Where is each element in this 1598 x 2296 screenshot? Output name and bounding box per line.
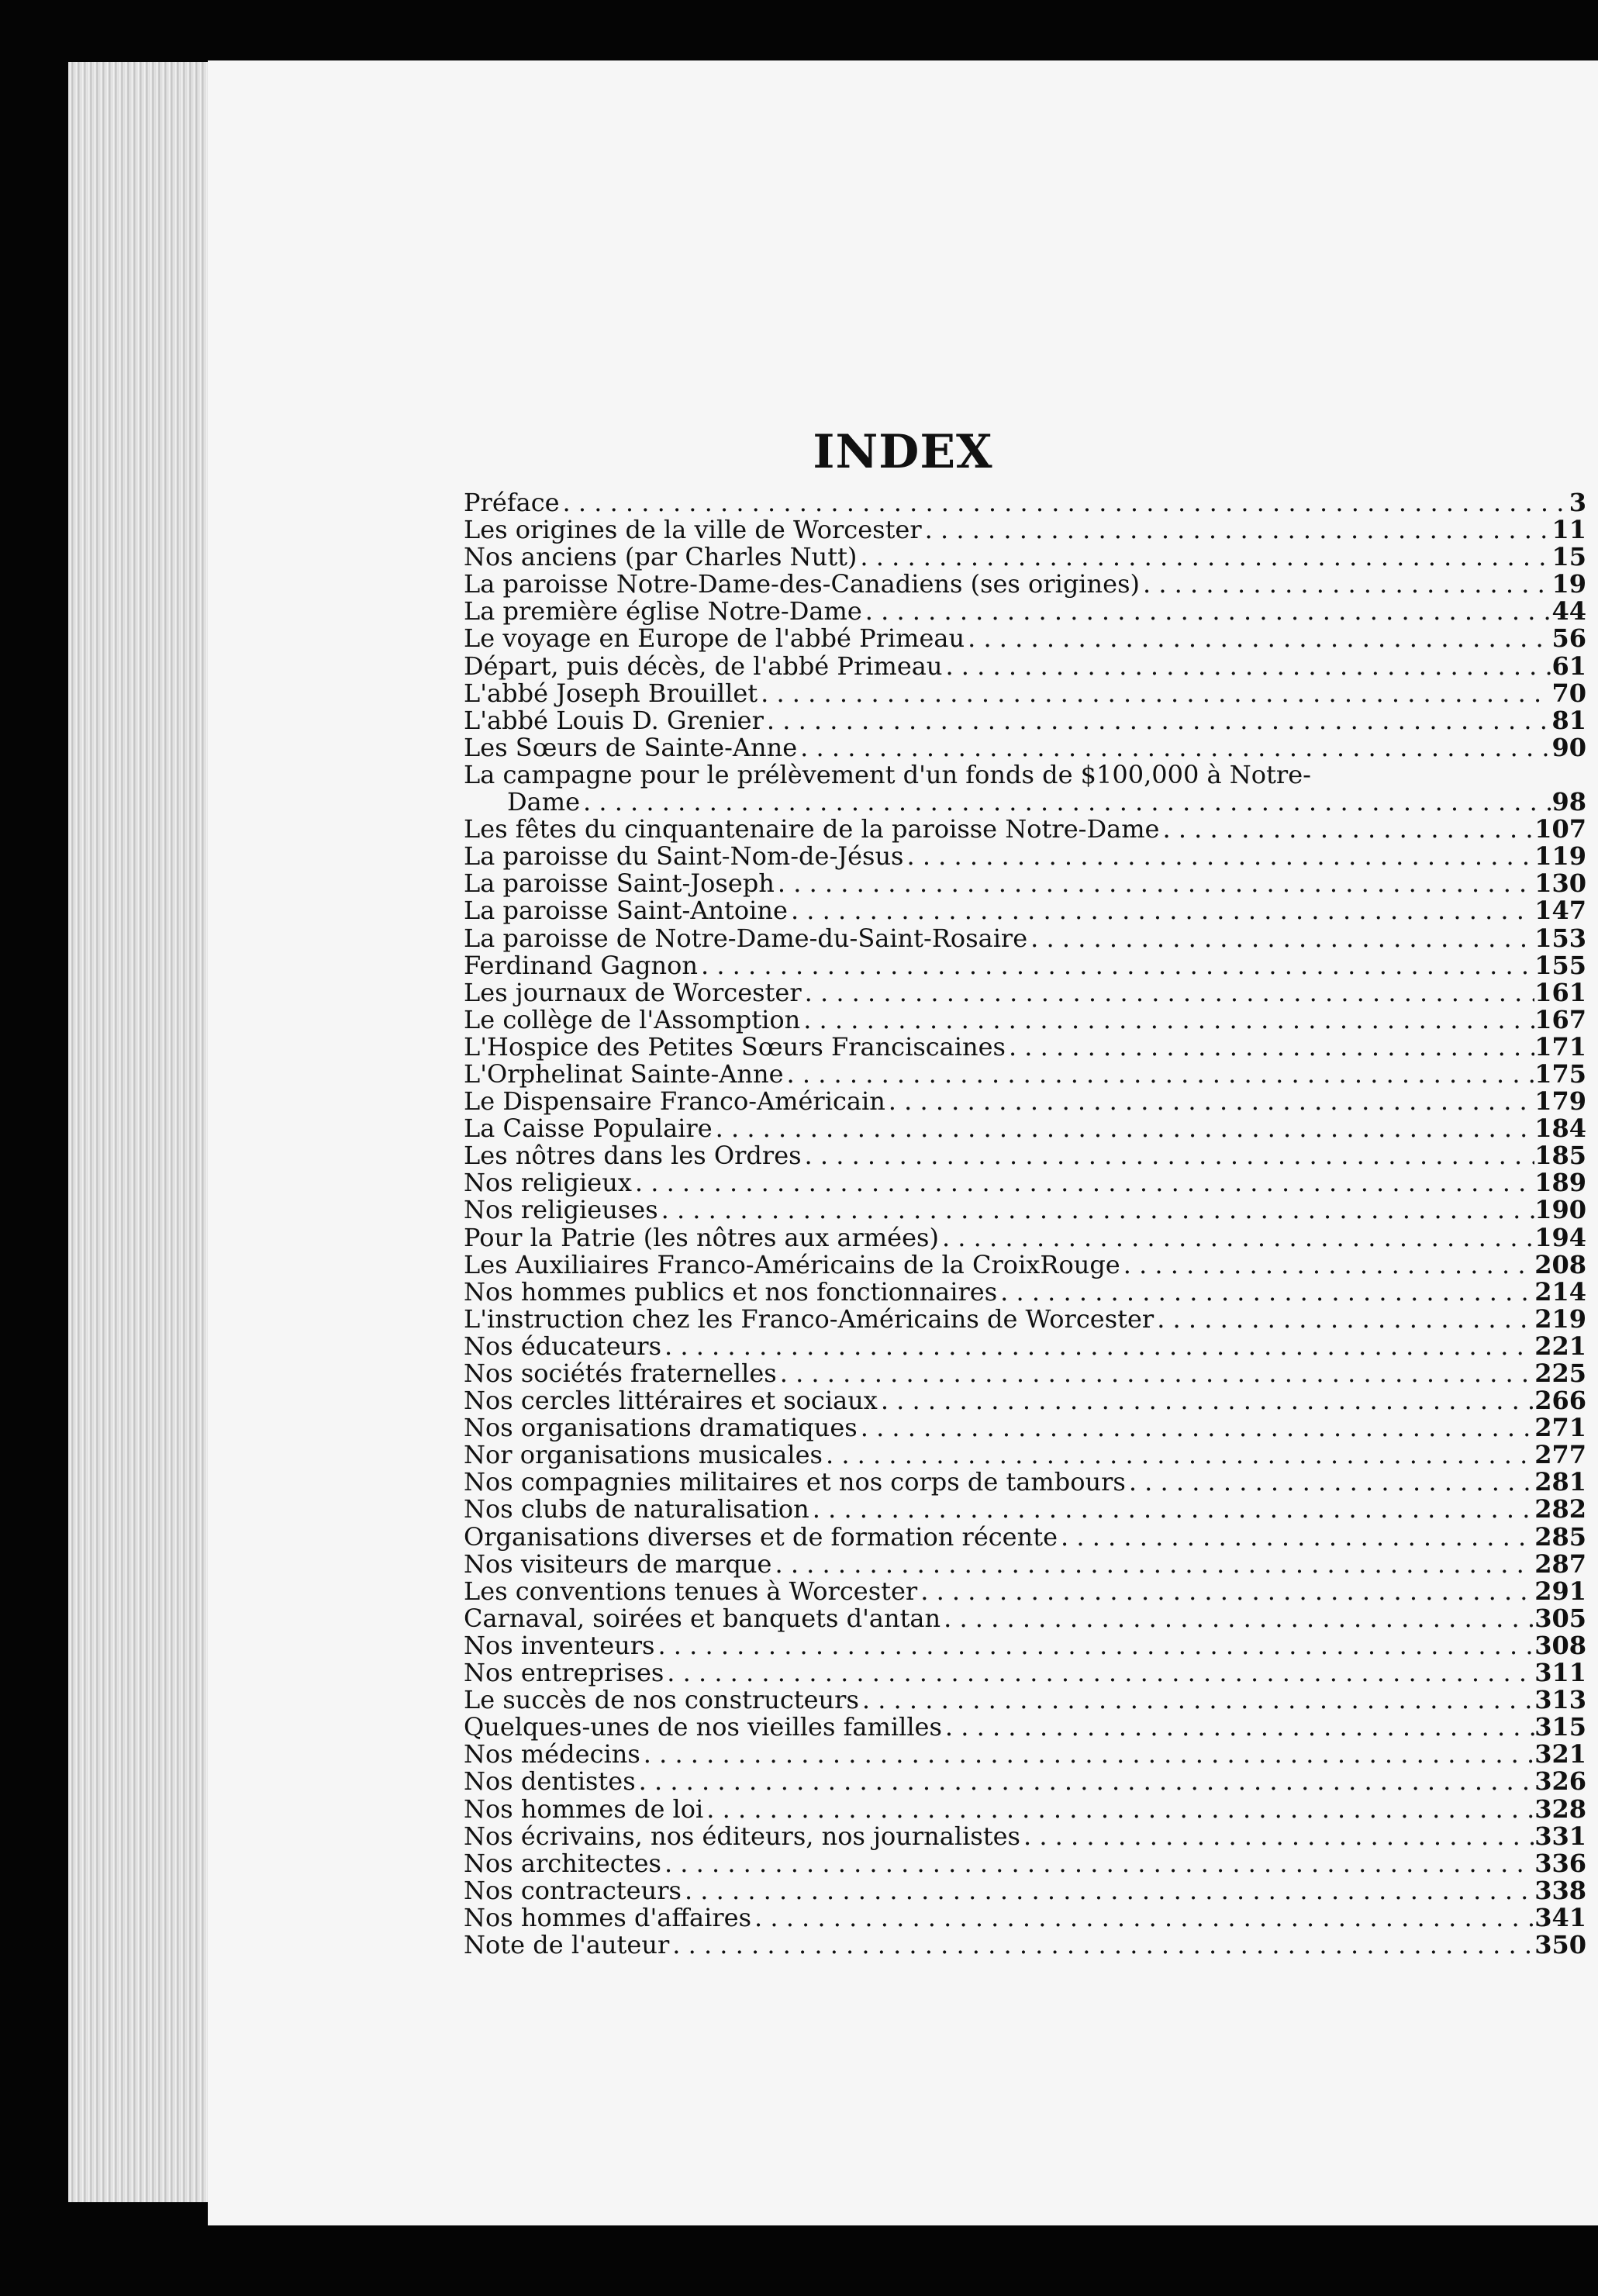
- index-entry: [464, 979, 1586, 1006]
- index-entry-page-number: 277: [1534, 1441, 1586, 1469]
- index-entry: [464, 1524, 1586, 1551]
- index-entry-page-number: 321: [1534, 1741, 1586, 1769]
- index-entry: [464, 1823, 1586, 1850]
- index-entry-page-number: 266: [1534, 1387, 1586, 1415]
- dot-leader: [858, 1414, 1534, 1441]
- dot-leader: [939, 1224, 1534, 1252]
- index-entry-page-number: 19: [1551, 571, 1586, 599]
- index-entry-title: Nos organisations dramatiques: [464, 1414, 858, 1442]
- index-entry-page-number: 90: [1551, 734, 1586, 761]
- index-entry-title: Carnaval, soirées et banquets d'antan: [464, 1604, 941, 1632]
- index-entry-title: Nos inventeurs: [464, 1631, 655, 1660]
- index-entry-page-number: 281: [1534, 1469, 1586, 1497]
- index-entry-page-number: 107: [1534, 816, 1586, 844]
- index-entry: [464, 1877, 1586, 1904]
- index-entry-page-number: 214: [1534, 1278, 1586, 1306]
- dot-leader: [965, 625, 1551, 652]
- index-entry: [464, 816, 1586, 843]
- dot-leader: [713, 1115, 1535, 1142]
- dot-leader: [669, 1932, 1534, 1959]
- dot-leader: [859, 1687, 1534, 1714]
- dot-leader: [784, 1061, 1535, 1088]
- dot-leader: [797, 734, 1551, 761]
- index-entry-title: La première église Notre-Dame: [464, 598, 862, 626]
- index-entry: [464, 1196, 1586, 1224]
- index-entry: [464, 1932, 1586, 1959]
- index-entry-title: Note de l'auteur: [464, 1931, 670, 1959]
- index-entry-title: Départ, puis décès, de l'abbé Primeau: [464, 652, 943, 680]
- index-entry-title: Le succès de nos constructeurs: [464, 1687, 859, 1714]
- index-entry-title: Nos hommes publics et nos fonctionnaires: [464, 1278, 998, 1306]
- index-entry: [464, 1252, 1586, 1279]
- index-entry-title: Les origines de la ville de Worcester: [464, 516, 922, 544]
- index-entry: [464, 925, 1586, 952]
- index-entry-page-number: 185: [1534, 1142, 1586, 1170]
- index-entry-page-number: 189: [1534, 1169, 1586, 1197]
- dot-leader: [661, 1850, 1534, 1877]
- index-entry-title: Nos religieuses: [464, 1196, 658, 1224]
- dot-leader: [654, 1632, 1534, 1659]
- dot-leader: [903, 843, 1534, 870]
- dot-leader: [1120, 1252, 1534, 1279]
- index-entry: [464, 1850, 1586, 1877]
- dot-leader: [809, 1496, 1534, 1523]
- index-entry: [464, 680, 1586, 707]
- dot-leader: [777, 1360, 1534, 1387]
- index-entry: [464, 1687, 1586, 1714]
- index-entry-title: Le Dispensaire Franco-Américain: [464, 1088, 885, 1116]
- dot-leader: [758, 680, 1551, 707]
- dot-leader: [1027, 925, 1534, 952]
- index-entry-page-number: 331: [1534, 1822, 1586, 1850]
- index-entry-title: Nos écrivains, nos éditeurs, nos journalistes: [464, 1822, 1020, 1850]
- index-entry: [464, 1496, 1586, 1523]
- index-entry-title: La paroisse du Saint-Nom-de-Jésus: [464, 843, 904, 871]
- dot-leader: [1140, 571, 1551, 598]
- index-entry-title: Nos architectes: [464, 1849, 661, 1877]
- index-entry: [464, 897, 1586, 924]
- index-entry-title: Le voyage en Europe de l'abbé Primeau: [464, 625, 965, 653]
- index-entry-title: L'abbé Joseph Brouillet: [464, 679, 758, 707]
- index-entry: [464, 1578, 1586, 1605]
- index-entry: [464, 1142, 1586, 1169]
- index-entry: [464, 1333, 1586, 1360]
- dot-leader: [1020, 1823, 1534, 1850]
- index-entry-page-number: 271: [1534, 1414, 1586, 1442]
- index-entry-title: La paroisse de Notre-Dame-du-Saint-Rosaire: [464, 924, 1028, 952]
- index-entry-page-number: 221: [1534, 1332, 1586, 1360]
- index-entry-page-number: 350: [1534, 1931, 1586, 1959]
- index-entry-title-continued: Dame: [507, 787, 581, 817]
- index-entry: [464, 571, 1586, 598]
- index-entry-page-number: 315: [1534, 1714, 1586, 1742]
- index-entry-page-number: 179: [1534, 1088, 1586, 1116]
- index-entry-title: Les nôtres dans les Ordres: [464, 1142, 802, 1170]
- index-entry-title: Les fêtes du cinquantenaire de la paroisse Notre-Dame: [464, 816, 1160, 844]
- dot-leader: [771, 1551, 1534, 1578]
- index-entry: [464, 1796, 1586, 1823]
- dot-leader: [1006, 1034, 1534, 1061]
- index-entry: [464, 1904, 1586, 1932]
- index-entry-title: Nos sociétés fraternelles: [464, 1360, 777, 1388]
- index-entry-title: Nos clubs de naturalisation: [464, 1496, 809, 1524]
- index-entry-title: Nos cercles littéraires et sociaux: [464, 1387, 878, 1415]
- index-entry-page-number: 208: [1534, 1251, 1586, 1279]
- index-entry: [464, 1088, 1586, 1115]
- index-entry-page-number: 171: [1534, 1033, 1586, 1061]
- index-entry-page-number: 70: [1551, 679, 1586, 707]
- index-entry-title: La Caisse Populaire: [464, 1115, 713, 1143]
- index-entry-page-number: 44: [1551, 598, 1586, 626]
- index-entry-page-number: 130: [1534, 870, 1586, 898]
- index-entry: [464, 952, 1586, 979]
- index-list: [464, 489, 1586, 1959]
- dot-leader: [1154, 1306, 1534, 1333]
- index-entry: [464, 707, 1586, 734]
- dot-leader: [800, 1006, 1534, 1034]
- index-entry-title: Les Sœurs de Sainte-Anne: [464, 734, 798, 761]
- dot-leader: [632, 1169, 1534, 1196]
- index-entry-page-number: 190: [1534, 1196, 1586, 1224]
- index-entry-page-number: 61: [1551, 652, 1586, 680]
- index-entry-page-number: 119: [1534, 843, 1586, 871]
- index-entry: [464, 489, 1586, 516]
- index-entry-page-number: 81: [1551, 706, 1586, 734]
- index-entry: [464, 1414, 1586, 1441]
- dot-leader: [682, 1877, 1534, 1904]
- dot-leader: [658, 1196, 1535, 1224]
- index-entry: [464, 516, 1586, 544]
- index-entry-title: L'Orphelinat Sainte-Anne: [464, 1060, 784, 1089]
- index-entry-title: Préface: [464, 489, 560, 517]
- dot-leader: [788, 897, 1534, 924]
- index-entry-page-number: 338: [1534, 1877, 1586, 1904]
- index-entry-title: Nos compagnies militaires et nos corps de tambours: [464, 1469, 1126, 1497]
- index-entry-page-number: 155: [1534, 951, 1586, 979]
- dot-leader: [878, 1387, 1534, 1414]
- index-entry-page-number: 341: [1534, 1904, 1586, 1932]
- dot-leader: [942, 1714, 1534, 1741]
- index-entry-title: Les journaux de Worcester: [464, 979, 802, 1006]
- index-entry-page-number: 305: [1534, 1604, 1586, 1632]
- index-entry-title: Nos religieux: [464, 1169, 632, 1197]
- index-entry: [464, 1469, 1586, 1496]
- index-entry-page-number: 11: [1551, 516, 1586, 544]
- index-entry-title: Nor organisations musicales: [464, 1441, 823, 1469]
- dot-leader: [636, 1768, 1535, 1795]
- index-entry: [464, 761, 1586, 816]
- dot-leader: [823, 1441, 1534, 1469]
- index-entry-page-number: 291: [1534, 1577, 1586, 1605]
- dot-leader: [751, 1904, 1534, 1932]
- dot-leader: [885, 1088, 1534, 1115]
- dot-leader: [661, 1333, 1534, 1360]
- index-entry: [464, 1768, 1586, 1795]
- index-entry-page-number: 175: [1534, 1060, 1586, 1089]
- index-entry-page-number: 161: [1534, 979, 1586, 1006]
- index-entry-title: La paroisse Saint-Joseph: [464, 870, 775, 898]
- index-entry-title: L'instruction chez les Franco-Américains de Worcester: [464, 1305, 1154, 1333]
- index-entry: [464, 1551, 1586, 1578]
- index-entry-title: Organisations diverses et de formation récente: [464, 1523, 1058, 1551]
- dot-leader: [922, 516, 1552, 544]
- index-entry-title: Nos visiteurs de marque: [464, 1550, 772, 1578]
- index-entry: [464, 1169, 1586, 1196]
- index-entry-page-number: 285: [1534, 1523, 1586, 1551]
- index-entry: [464, 1306, 1586, 1333]
- index-entry: [464, 1360, 1586, 1387]
- index-entry-title: Pour la Patrie (les nôtres aux armées): [464, 1224, 939, 1252]
- dot-leader: [941, 1605, 1534, 1632]
- index-entry: [464, 1061, 1586, 1088]
- index-entry: [464, 1034, 1586, 1061]
- dot-leader: [764, 707, 1552, 734]
- index-entry-page-number: 194: [1534, 1224, 1586, 1252]
- index-entry: [464, 843, 1586, 870]
- index-entry-title: La paroisse Notre-Dame-des-Canadiens (ses origines): [464, 571, 1140, 599]
- book-page: [208, 60, 1598, 2225]
- index-entry: [464, 1115, 1586, 1142]
- index-entry-page-number: 328: [1534, 1795, 1586, 1823]
- dot-leader: [997, 1279, 1534, 1306]
- index-entry: [464, 1741, 1586, 1768]
- dot-leader: [857, 544, 1551, 571]
- index-entry-page-number: 98: [1551, 787, 1586, 817]
- index-entry: [464, 1387, 1586, 1414]
- book-page-edges: [68, 62, 223, 2202]
- index-entry-page-number: 326: [1534, 1768, 1586, 1796]
- index-entry-page-number: 219: [1534, 1305, 1586, 1333]
- index-entry-title: Les Auxiliaires Franco-Américains de la CroixRouge: [464, 1251, 1120, 1279]
- dot-leader: [802, 1142, 1535, 1169]
- page-title: INDEX: [813, 425, 993, 479]
- dot-leader: [942, 653, 1551, 680]
- index-entry: [464, 544, 1586, 571]
- dot-leader: [802, 979, 1535, 1006]
- dot-leader: [698, 952, 1534, 979]
- index-entry-page-number: 287: [1534, 1550, 1586, 1578]
- dot-leader: [775, 870, 1534, 897]
- index-entry: [464, 1279, 1586, 1306]
- index-entry-page-number: 336: [1534, 1849, 1586, 1877]
- index-entry-title: Nos médecins: [464, 1741, 640, 1769]
- index-entry: [464, 1224, 1586, 1252]
- index-entry-page-number: 153: [1534, 924, 1586, 952]
- index-entry-page-number: 313: [1534, 1687, 1586, 1714]
- index-entry-title: L'abbé Louis D. Grenier: [464, 706, 764, 734]
- dot-leader: [664, 1659, 1534, 1687]
- dot-leader: [1058, 1524, 1534, 1551]
- index-entry-page-number: 167: [1534, 1006, 1586, 1034]
- index-entry: [464, 625, 1586, 652]
- index-entry: [464, 1659, 1586, 1687]
- index-entry-page-number: 56: [1551, 625, 1586, 653]
- index-entry-page-number: 147: [1534, 897, 1586, 925]
- dot-leader: [1126, 1469, 1534, 1496]
- dot-leader: [917, 1578, 1534, 1605]
- index-entry-title: La paroisse Saint-Antoine: [464, 897, 788, 925]
- dot-leader: [580, 789, 1551, 816]
- index-entry-title: Quelques-unes de nos vieilles familles: [464, 1714, 942, 1742]
- index-entry-title: Nos contracteurs: [464, 1877, 682, 1904]
- index-entry: [464, 1006, 1586, 1034]
- index-entry: [464, 1632, 1586, 1659]
- index-entry-title: L'Hospice des Petites Sœurs Franciscaines: [464, 1033, 1006, 1061]
- index-entry-title: La campagne pour le prélèvement d'un fonds de $100,000 à Notre-: [464, 761, 1311, 789]
- dot-leader: [703, 1796, 1534, 1823]
- index-entry: [464, 1441, 1586, 1469]
- index-entry-title: Nos entreprises: [464, 1659, 664, 1687]
- index-entry-page-number: 308: [1534, 1631, 1586, 1660]
- index-entry-page-number: 3: [1569, 489, 1586, 517]
- dot-leader: [640, 1741, 1534, 1768]
- index-entry-title: Nos dentistes: [464, 1768, 636, 1796]
- index-entry-page-number: 311: [1534, 1659, 1586, 1687]
- index-entry-page-number: 184: [1534, 1115, 1586, 1143]
- index-entry-title: Ferdinand Gagnon: [464, 951, 698, 979]
- index-entry-title: Nos hommes d'affaires: [464, 1904, 752, 1932]
- dot-leader: [1159, 816, 1534, 843]
- index-entry: [464, 653, 1586, 680]
- dot-leader: [560, 489, 1569, 516]
- index-entry: [464, 1714, 1586, 1741]
- index-entry-title: Le collège de l'Assomption: [464, 1006, 801, 1034]
- index-entry: [464, 598, 1586, 625]
- index-entry-title: Les conventions tenues à Worcester: [464, 1577, 918, 1605]
- index-entry-page-number: 15: [1551, 544, 1586, 571]
- index-entry-title: Nos anciens (par Charles Nutt): [464, 544, 858, 571]
- index-entry: [464, 734, 1586, 761]
- dot-leader: [862, 598, 1552, 625]
- index-entry: [464, 870, 1586, 897]
- index-entry: [464, 1605, 1586, 1632]
- index-entry-title: Nos hommes de loi: [464, 1795, 704, 1823]
- index-entry-page-number: 225: [1534, 1360, 1586, 1388]
- index-entry-page-number: 282: [1534, 1496, 1586, 1524]
- index-entry-title: Nos éducateurs: [464, 1332, 662, 1360]
